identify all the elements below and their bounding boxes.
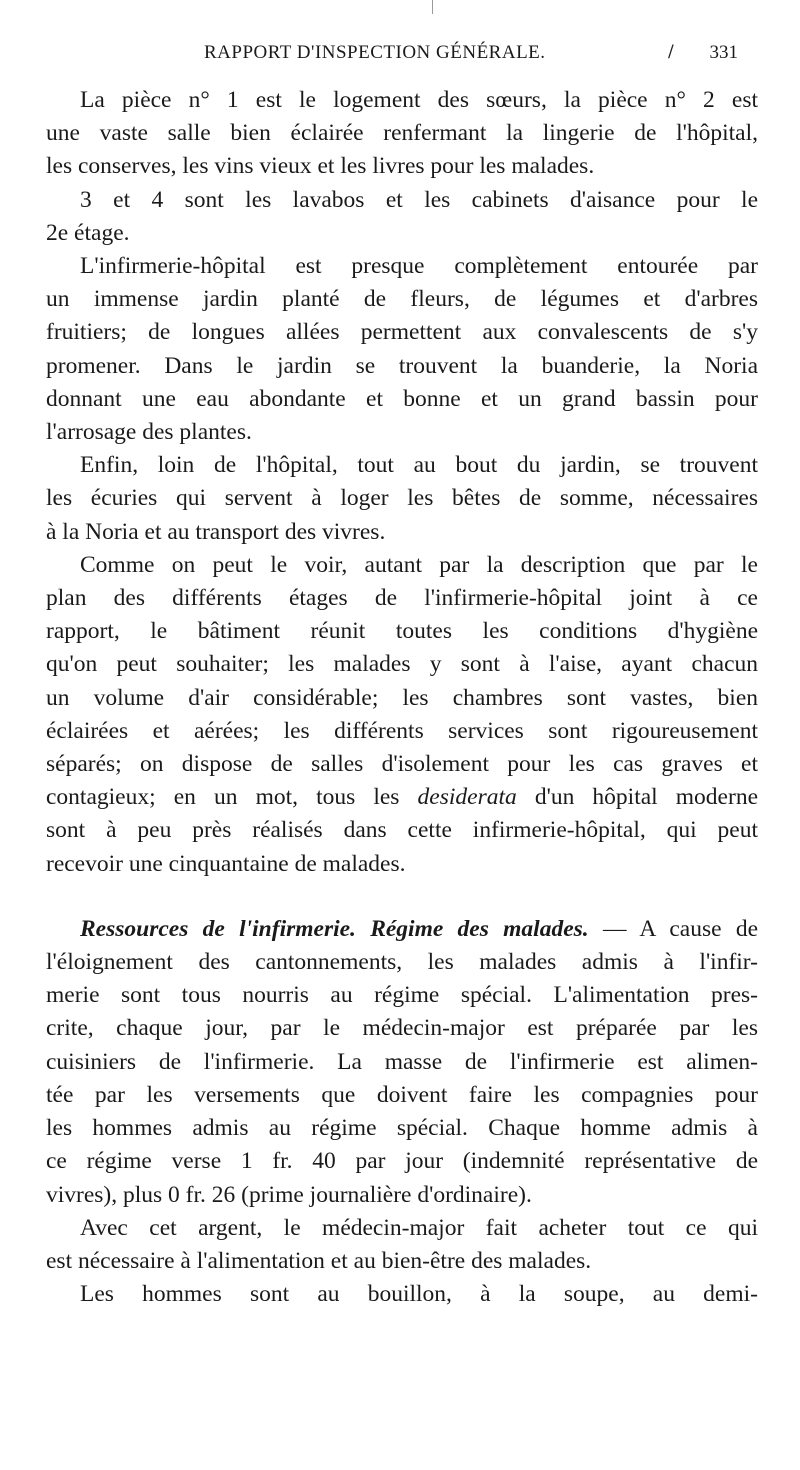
text-line: éclairées et aérées; les différents services sont rigoureusement [46, 717, 758, 744]
text-line: sont à peu près réalisés dans cette infirmerie-hôpital, qui peut [46, 817, 758, 844]
paragraph-8 [46, 1278, 758, 1311]
text-line: recevoir une cinquantaine de malades. [46, 850, 406, 877]
text-line: Les hommes sont au bouillon, à la soupe, au demi- [80, 1281, 758, 1308]
section-heading-line [46, 913, 758, 946]
text-line: — A cause de [588, 915, 758, 942]
text-line: contagieux; en un mot, tous les desiderata d'un hôpital moderne [46, 784, 758, 811]
text-line: promener. Dans le jardin se trouvent la buanderie, la Noria [46, 352, 758, 379]
text-line: ce régime verse 1 fr. 40 par jour (indemnité représentative de [46, 1148, 758, 1175]
text-line: 3 et 4 sont les lavabos et les cabinets d'aisance pour le [80, 186, 758, 213]
text-line: Avec cet argent, le médecin-major fait acheter tout ce qui [80, 1214, 758, 1241]
text-line: La pièce n° 1 est le logement des sœurs, la pièce n° 2 est [80, 87, 758, 113]
text-line: cuisiniers de l'infirmerie. La masse de l'infirmerie est alimen- [46, 1048, 758, 1075]
text-line: donnant une eau abondante et bonne et un grand bassin pour [46, 385, 758, 412]
text-line: l'arrosage des plantes. [46, 419, 252, 446]
page-fold-mark [432, 0, 433, 14]
section-gap [46, 881, 758, 913]
paragraph-2 [46, 184, 758, 250]
paragraph-3 [46, 250, 758, 449]
paragraph-5 [46, 549, 758, 881]
text-line: merie sont tous nourris au régime spécial. L'alimentation pres- [46, 982, 758, 1009]
text-line: à la Noria et au transport des vivres. [46, 518, 386, 545]
text-line: fruitiers; de longues allées permettent aux convalescents de s'y [46, 319, 758, 346]
text-line: Comme on peut le voir, autant par la description que par le [80, 551, 758, 578]
body-text [46, 84, 758, 1311]
text-line: un volume d'air considérable; les chambres sont vastes, bien [46, 684, 758, 711]
paragraph-7 [46, 1212, 758, 1278]
text-line: rapport, le bâtiment réunit toutes les conditions d'hygiène [46, 618, 758, 645]
italic-term: desiderata [417, 784, 517, 811]
text-line: plan des différents étages de l'infirmerie-hôpital joint à ce [46, 585, 758, 612]
margin-mark: / [668, 42, 674, 62]
section-heading: Ressources de l'infirmerie. Régime des malades. [80, 915, 589, 942]
text-line: les écuries qui servent à loger les bêtes de somme, nécessaires [46, 485, 758, 512]
text-line: séparés; on dispose de salles d'isolement pour les cas graves et [46, 751, 758, 778]
text-line: Enfin, loin de l'hôpital, tout au bout du jardin, se trouvent [80, 452, 758, 479]
text-line: l'éloignement des cantonnements, les malades admis à l'infir- [46, 949, 758, 976]
text-line: 2e étage. [46, 219, 130, 246]
running-title: RAPPORT D'INSPECTION GÉNÉRALE. [204, 42, 546, 63]
text-line: est nécessaire à l'alimentation et au bien-être des malades. [46, 1247, 592, 1274]
text-line: un immense jardin planté de fleurs, de légumes et d'arbres [46, 286, 758, 313]
paragraph-4 [46, 449, 758, 549]
text-line: les conserves, les vins vieux et les livres pour les malades. [46, 153, 595, 180]
paragraph-6 [46, 913, 758, 1212]
paragraph-1 [46, 84, 758, 184]
page-number: 331 [709, 42, 738, 63]
text-line: L'infirmerie-hôpital est presque complètement entourée par [80, 253, 758, 280]
text-line: les hommes admis au régime spécial. Chaque homme admis à [46, 1115, 758, 1142]
text-line: tée par les versements que doivent faire les compagnies pour [46, 1081, 758, 1108]
text-line: qu'on peut souhaiter; les malades y sont à l'aise, ayant chacun [46, 651, 758, 678]
text-line: une vaste salle bien éclairée renfermant la lingerie de l'hôpital, [46, 120, 758, 147]
text-line: crite, chaque jour, par le médecin-major est préparée par les [46, 1015, 758, 1042]
running-header [48, 42, 752, 72]
text-line: vivres), plus 0 fr. 26 (prime journalière d'ordinaire). [46, 1181, 532, 1208]
